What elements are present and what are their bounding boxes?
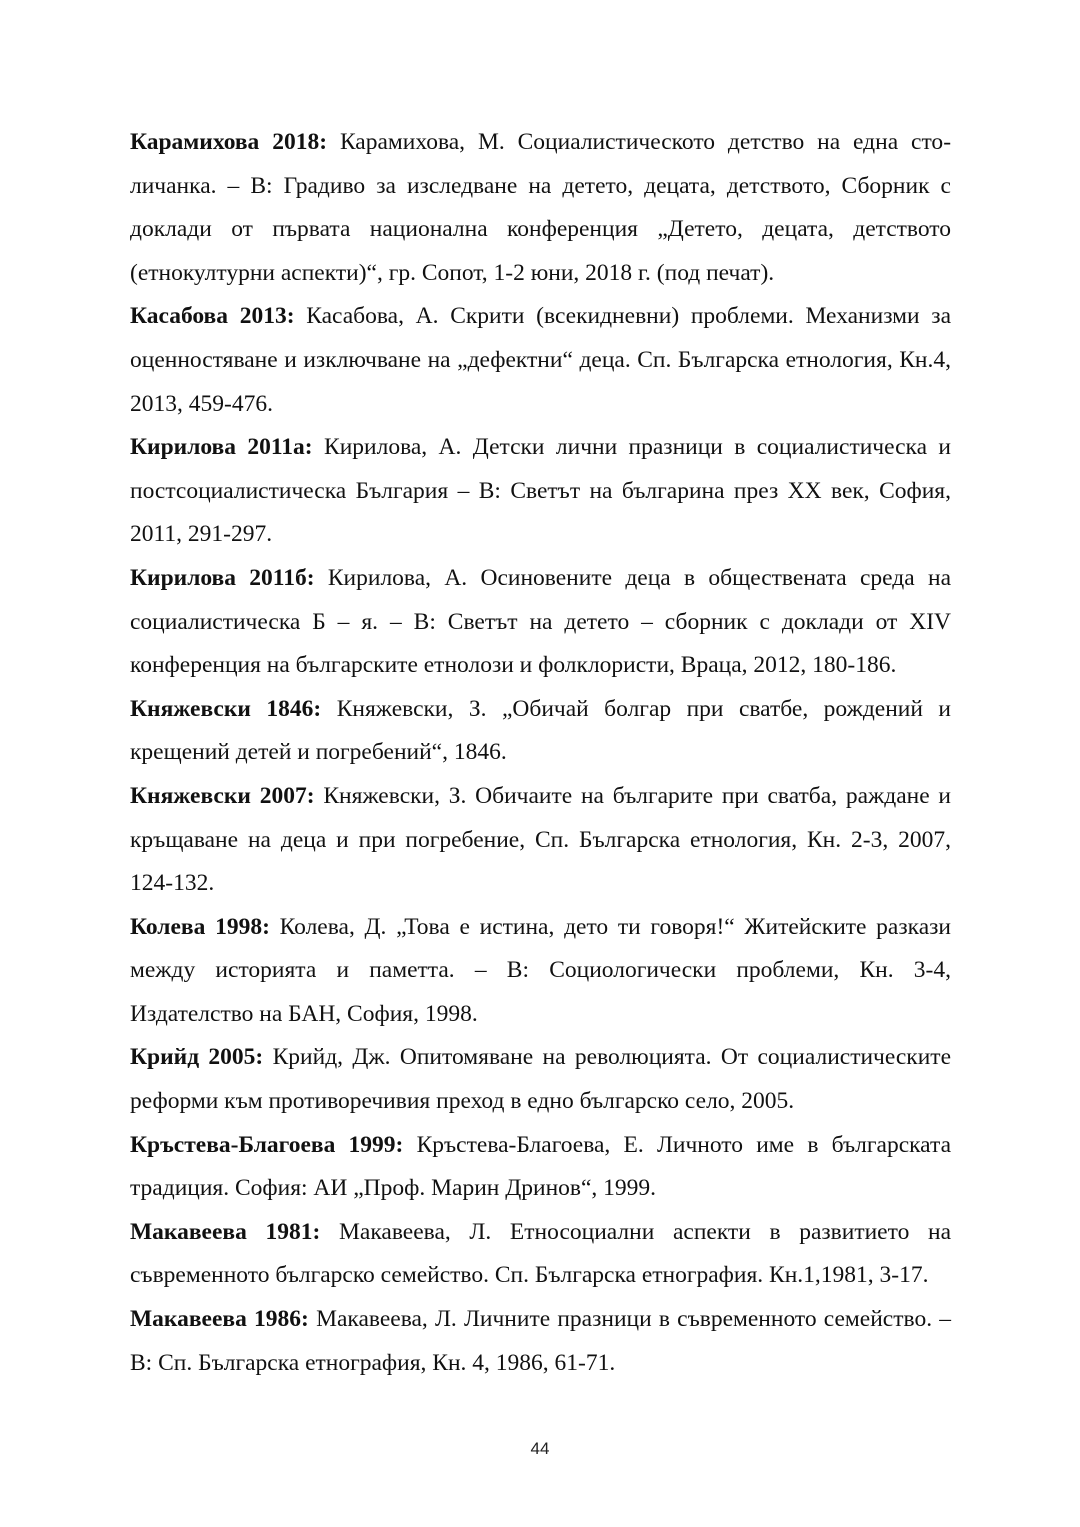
entry-text: Касабова, А. Скрити (всекидневни) проблеми. Механизми за оценностяване и изключване на „дефектни“ деца. Сп. Българска етнология, Кн.4, 2013, 459-476. [130,303,951,417]
entry-text: Макавеева, Л. Личните празници в съвременното семейство. – В: Сп. Българска етнография, Кн. 4, 1986, 61-71. [130,1306,952,1376]
bibliography-entry [130,295,951,426]
bibliography-entry [130,1124,951,1211]
bibliography-entry [130,1298,951,1385]
entry-key: Кирилова 2011а: [130,434,313,461]
entry-key: Княжевски 2007: [130,782,315,809]
bibliography-entry [130,906,951,1037]
entry-key: Крийд 2005: [130,1044,264,1071]
entry-key: Кръстева-Благоева 1999: [130,1131,404,1158]
bibliography-entry [130,1036,951,1123]
entry-text: Карамихова, М. Социалистическото детство на една столичанка. – В: Градиво за изследване на детето, децата, детството, Сборник с доклади от първата национална конференция „Детето, децата, детството (етнокултурни аспекти)“, гр. Сопот, 1-2 юни, 2018 г. (под печат). [130,129,952,286]
bibliography-entry [130,121,951,295]
bibliography-entry [130,557,951,688]
bibliography-entry [130,775,951,906]
entry-key: Макавеева 1986: [130,1306,309,1333]
entry-key: Касабова 2013: [130,303,295,330]
entry-key: Карамихова 2018: [130,129,328,155]
entry-key: Макавеева 1981: [130,1218,321,1245]
page-number: 44 [530,1439,550,1458]
entry-text: Княжевски, З. „Обичай болгар при сватбе, рождений и крещений детей и погребений“, 1846. [130,695,951,766]
entry-key: Кирилова 2011б: [130,564,315,591]
bibliography-list [130,121,951,1385]
entry-text: Кръстева-Благоева, Е. Личното име в българската традиция. София: АИ „Проф. Марин Дринов“, 1999. [130,1131,951,1202]
entry-text: Макавеева, Л. Етносоциални аспекти в развитието на съвременното българско семейство. Сп. Българска етнография. Кн.1,1981, 3-17. [130,1218,951,1289]
entry-key: Колева 1998: [130,913,270,940]
bibliography-entry [130,426,951,557]
entry-text: Крийд, Дж. Опитомяване на революцията. От социалистическите реформи към противоречивия преход в едно българско село, 2005. [130,1044,952,1115]
entry-text: Колева, Д. „Това е истина, дето ти говоря!“ Житейските разкази между историята и паметта. – В: Социологически проблеми, Кн. 3-4, Издателство на БАН, София, 1998. [130,913,951,1027]
bibliography-entry [130,688,951,775]
entry-text: Кирилова, А. Детски лични празници в социалистическа и постсоциалистическа България – В: Светът на българина през ХХ век, София, 2011, 291-297. [130,434,951,548]
bibliography-entry [130,1211,951,1298]
entry-key: Княжевски 1846: [130,695,322,722]
entry-text: Кирилова, А. Осиновените деца в обществената среда на социалистическа Б – я. – В: Светът на детето – сборник с доклади от XIV конференция на българските етнолози и фолклористи, Враца, 2012, 180-186. [130,564,952,679]
entry-text: Княжевски, З. Обичаите на българите при сватба, раждане и кръщаване на деца и при погребение, Сп. Българска етнология, Кн. 2-3, 2007, 124-132. [130,782,951,897]
